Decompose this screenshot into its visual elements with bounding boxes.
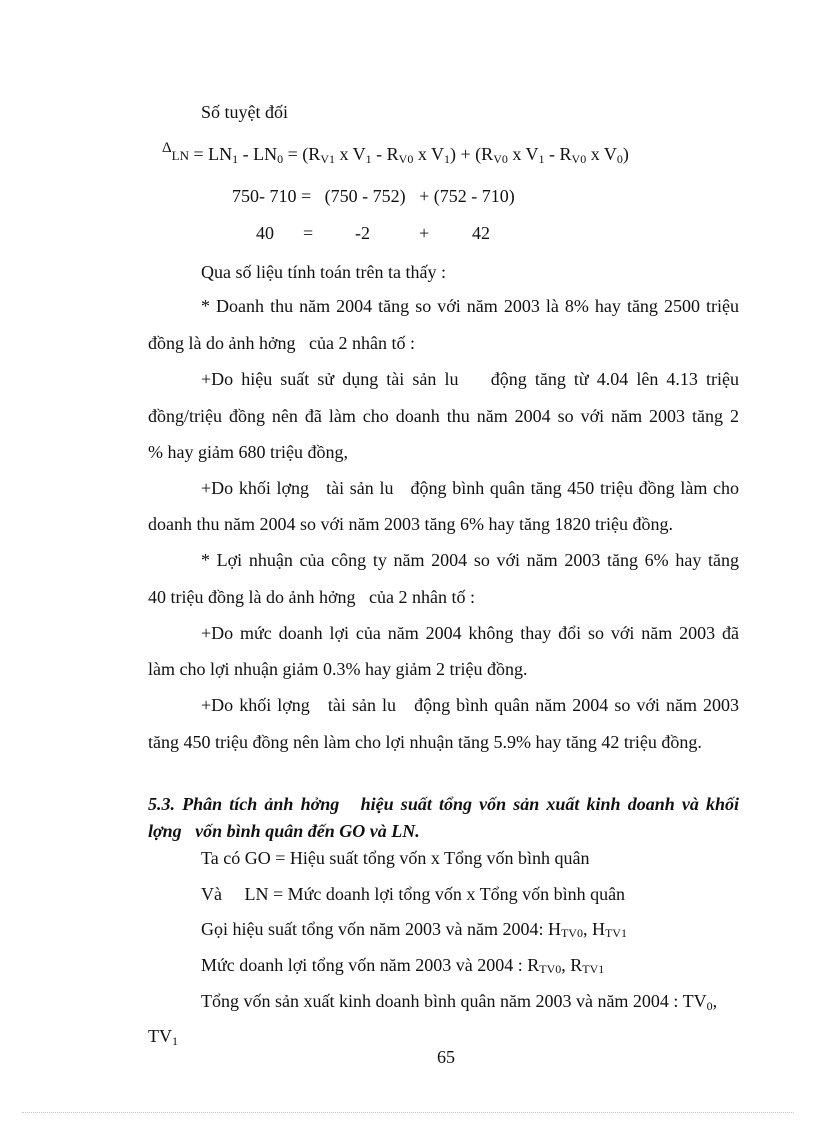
paragraph-efficiency-line-3: % hay giảm 680 triệu đồng,: [148, 442, 348, 462]
capital-notation-continued: $TV_1$: [148, 1026, 178, 1048]
calc-equals: =: [303, 223, 314, 243]
calc-total: 40: [256, 223, 274, 243]
efficiency-notation-line: Gọi hiệu suất tổng vốn năm 2003 và năm 2004: HTV0, HTV1: [201, 919, 627, 940]
calc-term-2: 42: [472, 223, 490, 243]
paragraph-asset-volume-line-2: tăng 450 triệu đồng nên làm cho lợi nhuận tăng 5.9% hay tăng 42 triệu đồng.: [148, 732, 702, 752]
calc-plus: +: [419, 223, 430, 243]
capital-notation-line: Tổng vốn sản xuất kinh doanh bình quân năm 2003 và năm 2004 : $TV_0$,: [201, 991, 718, 1013]
calc-term-1: -2: [355, 223, 370, 243]
section-heading-line-1: 5.3. Phân tích ảnh hởng hiệu suất tổng vốn sản xuất kinh doanh và khối: [148, 794, 739, 814]
page-number: 65: [437, 1047, 455, 1067]
absolute-number-heading: Số tuyệt đối: [201, 102, 289, 122]
footer-divider: [22, 1112, 794, 1113]
paragraph-volume-line-2: doanh thu năm 2004 so với năm 2003 tăng 6% hay tăng 1820 triệu đồng.: [148, 514, 673, 534]
margin-notation-line: Mức doanh lợi tổng vốn năm 2003 và 2004 : RTV0, RTV1: [201, 955, 605, 976]
ln-formula-line: Và LN = Mức doanh lợi tổng vốn x Tổng vốn bình quân: [201, 884, 626, 904]
paragraph-volume-line-1: +Do khối lợng tài sản lu động bình quân tăng 450 triệu đồng làm cho: [201, 478, 739, 498]
go-formula-line: Ta có GO = Hiệu suất tổng vốn x Tổng vốn bình quân: [201, 848, 590, 868]
paragraph-profit-line-2: 40 triệu đồng là do ảnh hởng của 2 nhân tố :: [148, 587, 475, 607]
delta-subscript: LN: [171, 148, 189, 163]
paragraph-margin-line-2: làm cho lợi nhuận giảm 0.3% hay giảm 2 triệu đồng.: [148, 659, 528, 679]
paragraph-revenue-line-2: đồng là do ảnh hởng của 2 nhân tố :: [148, 333, 415, 353]
paragraph-margin-line-1: +Do mức doanh lợi của năm 2004 không thay đổi so với năm 2003 đã: [201, 623, 739, 643]
calc-row-1: 750- 710 = (750 - 752) + (752 - 710): [232, 186, 515, 206]
delta-ln-formula: $^\Delta LN = LN_1 - LN_0 = (R_{V1}$ x $V_1 - R_{V0}$ x $V_1) + (R_{V0}$ x $V_1 - R_{V0}$ x $V_0$): [162, 140, 629, 166]
paragraph-revenue-line-1: * Doanh thu năm 2004 tăng so với năm 2003 là 8% hay tăng 2500 triệu: [201, 296, 739, 316]
section-heading-line-2: lợng vốn bình quân đến GO và LN.: [148, 821, 420, 841]
paragraph-profit-line-1: * Lợi nhuận của công ty năm 2004 so với năm 2003 tăng 6% hay tăng: [201, 550, 739, 570]
delta-symbol: Δ: [162, 140, 172, 156]
paragraph-efficiency-line-1: +Do hiệu suất sử dụng tài sản lu động tăng từ 4.04 lên 4.13 triệu: [201, 369, 739, 389]
conclusion-intro: Qua số liệu tính toán trên ta thấy :: [201, 262, 446, 282]
paragraph-asset-volume-line-1: +Do khối lợng tài sản lu động bình quân năm 2004 so với năm 2003: [201, 695, 739, 715]
paragraph-efficiency-line-2: đồng/triệu đồng nên đã làm cho doanh thu năm 2004 so với năm 2003 tăng 2: [148, 406, 739, 426]
